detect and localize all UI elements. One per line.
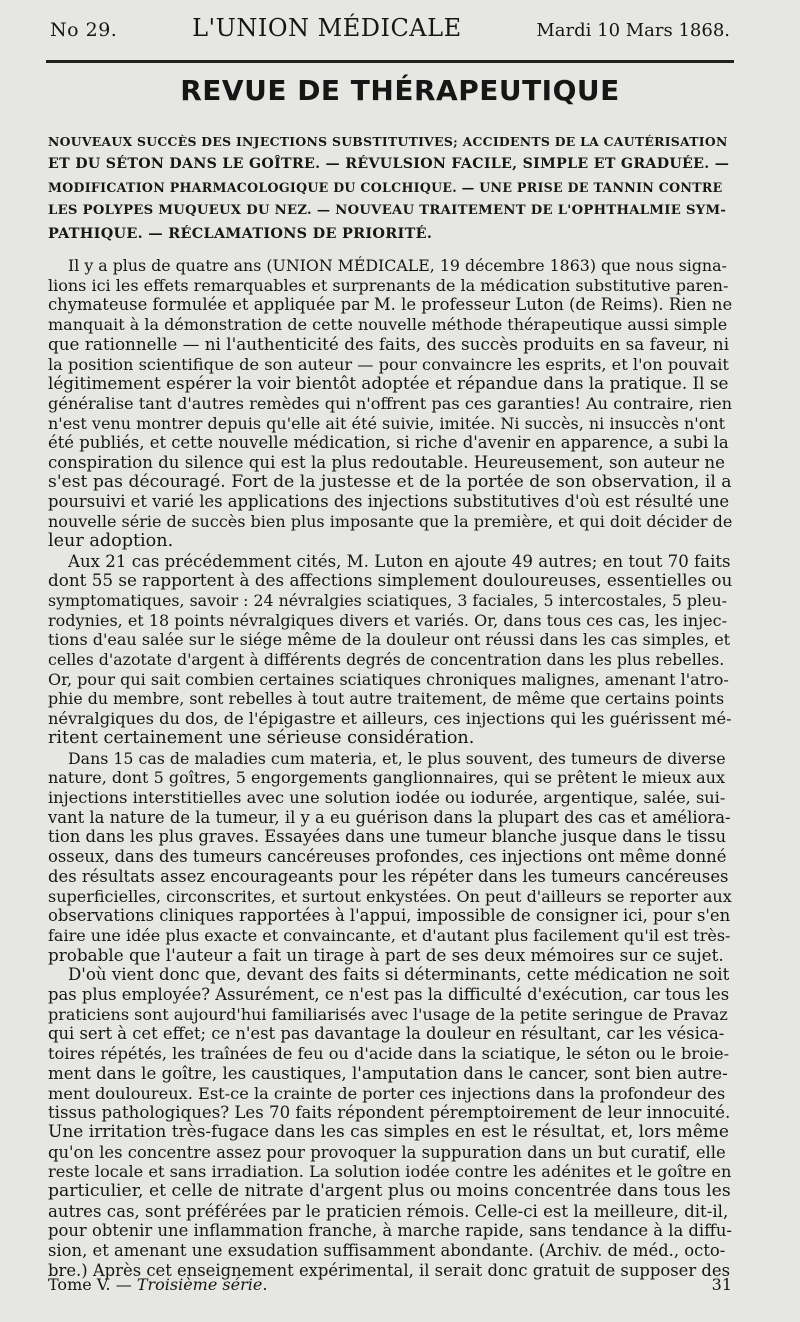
body-line: ment douloureux. Est-ce la crainte de porter ces injections dans la profondeur des	[48, 1083, 726, 1103]
summary-line: LES POLYPES MUQUEUX DU NEZ. — NOUVEAU TRAITEMENT DE L'OPHTHALMIE SYM-	[48, 203, 727, 218]
body-line: vant la nature de la tumeur, il y a eu guérison dans la plupart des cas et améliora-	[48, 807, 731, 827]
body-line: Une irritation très-fugace dans les cas simples en est le résultat, et, lors même	[48, 1121, 729, 1142]
body-line: légitimement espérer la voir bientôt adoptée et répandue dans la pratique. Il se	[48, 373, 729, 394]
footer-series: Troisième série.	[136, 1275, 268, 1294]
body-line: poursuivi et varié les applications des injections substitutives d'où est résulté une	[48, 492, 730, 512]
body-line: généralise tant d'autres remèdes qui n'offrent pas ces garanties! Au contraire, rien	[48, 393, 733, 413]
body-line: été publiés, et cette nouvelle médication, si riche d'avenir en apparence, a subi la	[48, 433, 729, 453]
body-line: observations cliniques rapportées à l'appui, impossible de consigner ici, pour s'en	[48, 906, 731, 926]
body-line: toires répétés, les traînées de feu ou d'acide dans la sciatique, le séton ou le broie-	[48, 1044, 730, 1064]
body-line: superficielles, circonscrites, et surtout enkystées. On peut d'ailleurs se reporter aux	[48, 886, 732, 906]
body-line: névralgiques du dos, de l'épigastre et ailleurs, ces injections qui les guérissent mé-	[48, 709, 732, 729]
summary-line: MODIFICATION PHARMACOLOGIQUE DU COLCHIQUE. — UNE PRISE DE TANNIN CONTRE	[48, 180, 723, 195]
article-body	[48, 256, 732, 1281]
body-line: nature, dont 5 goîtres, 5 engorgements ganglionnaires, qui se prêtent le mieux aux	[48, 768, 725, 788]
page-number: 31	[711, 1275, 732, 1294]
body-line: Dans 15 cas de maladies cum materia, et, le plus souvent, des tumeurs de diverse	[68, 748, 726, 768]
running-head	[50, 14, 730, 52]
body-line: qu'on les concentre assez pour provoquer la suppuration dans un but curatif, elle	[48, 1142, 726, 1162]
body-line: n'est venu montrer depuis qu'elle ait été suivie, imitée. Ni succès, ni insuccès n'ont	[48, 413, 726, 433]
body-line: pas plus employée? Assurément, ce n'est pas la difficulté d'exécution, car tous les	[48, 985, 730, 1005]
summary-line: NOUVEAUX SUCCÈS DES INJECTIONS SUBSTITUTIVES; ACCIDENTS DE LA CAUTÉRISATION	[48, 134, 728, 149]
summary-block	[48, 130, 732, 245]
body-line: nouvelle série de succès bien plus imposante que la première, et qui doit décider de	[48, 512, 733, 532]
body-line: ment dans le goître, les caustiques, l'amputation dans le cancer, sont bien autre-	[48, 1063, 728, 1083]
body-line: Aux 21 cas précédemment cités, M. Luton en ajoute 49 autres; en tout 70 faits	[68, 551, 731, 571]
body-line: rodynies, et 18 points névralgiques divers et variés. Or, dans tous ces cas, les injec-	[48, 610, 728, 630]
body-line: D'où vient donc que, devant des faits si déterminants, cette médication ne soit	[68, 965, 730, 985]
body-line: praticiens sont aujourd'hui familiarisés avec l'usage de la petite seringue de Pravaz	[48, 1004, 728, 1024]
body-line: autres cas, sont préférées par le praticien rémois. Celle-ci est la meilleure, dit-il,	[48, 1201, 729, 1221]
body-line: dont 55 se rapportent à des affections simplement douloureuses, essentielles ou	[48, 570, 733, 591]
body-line: particulier, et celle de nitrate d'argent plus ou moins concentrée dans tous les	[48, 1181, 731, 1202]
body-line: s'est pas découragé. Fort de la justesse et de la portée de son observation, il a	[48, 471, 732, 492]
body-line: injections interstitielles avec une solution iodée ou iodurée, argentique, salée, sui-	[48, 787, 726, 807]
body-line: probable que l'auteur a fait un tirage à part de ses deux mémoires sur ce sujet.	[48, 944, 724, 965]
footer-volume-series	[48, 1275, 267, 1294]
body-line: phie du membre, sont rebelles à tout autre traitement, de même que certains points	[48, 689, 725, 709]
body-line: Il y a plus de quatre ans (UNION MÉDICALE, 19 décembre 1863) que nous signa-	[68, 256, 727, 275]
body-line: des résultats assez encourageants pour les répéter dans les tumeurs cancéreuses	[48, 866, 729, 886]
body-line: sion, et amenant une exsudation suffisamment abondante. (Archiv. de méd., octo-	[48, 1241, 726, 1261]
issue-number: No 29.	[50, 19, 118, 41]
body-line: Or, pour qui sait combien certaines sciatiques chroniques malignes, amenant l'atro-	[48, 669, 729, 689]
body-line: que rationnelle — ni l'authenticité des faits, des succès produits en sa faveur, ni	[48, 333, 730, 354]
body-line: ritent certainement une sérieuse considération.	[48, 727, 475, 748]
body-line: conspiration du silence qui est la plus redoutable. Heureusement, son auteur ne	[48, 453, 725, 473]
body-line: osseux, dans des tumeurs cancéreuses profondes, ces injections ont même donné	[48, 847, 727, 867]
body-line: tion dans les plus graves. Essayées dans une tumeur blanche jusque dans le tissu	[48, 827, 727, 847]
page-footer	[48, 1275, 732, 1294]
body-line: bre.) Après cet enseignement expérimental, il serait donc gratuit de supposer des	[48, 1260, 731, 1280]
body-line: tions d'eau salée sur le siége même de la douleur ont réussi dans les cas simples, et	[48, 630, 731, 650]
body-line: manquait à la démonstration de cette nouvelle méthode thérapeutique aussi simple	[48, 315, 728, 335]
header-rule	[46, 60, 734, 63]
footer-volume: Tome V. —	[48, 1275, 132, 1294]
summary-line: PATHIQUE. — RÉCLAMATIONS DE PRIORITÉ.	[48, 225, 433, 242]
body-line: lions ici les effets remarquables et surprenants de la médication substitutive paren-	[48, 275, 729, 295]
summary-line: ET DU SÉTON DANS LE GOÎTRE. — RÉVULSION FACILE, SIMPLE ET GRADUÉE. —	[48, 156, 730, 172]
body-line: tissus pathologiques? Les 70 faits répondent péremptoirement de leur innocuité.	[48, 1103, 731, 1123]
body-line: chymateuse formulée et appliquée par M. le professeur Luton (de Reims). Rien ne	[48, 295, 733, 315]
body-line: qui sert à cet effet; ce n'est pas davantage la douleur en résultant, car les vésica-	[48, 1024, 725, 1044]
body-line: reste locale et sans irradiation. La solution iodée contre les adénites et le goître en	[48, 1162, 732, 1182]
body-line: faire une idée plus exacte et convaincante, et d'autant plus facilement qu'il est très-	[48, 925, 731, 945]
journal-title: L'UNION MÉDICALE	[192, 14, 462, 42]
body-line: pour obtenir une inflammation franche, à marche rapide, sans tendance à la diffu-	[48, 1221, 732, 1241]
body-line: celles d'azotate d'argent à différents degrés de concentration dans les plus rebelles.	[48, 650, 725, 670]
section-title: REVUE DE THÉRAPEUTIQUE	[180, 74, 620, 107]
body-line: symptomatiques, savoir : 24 névralgies sciatiques, 3 faciales, 5 intercostales, 5 pleu-	[48, 590, 727, 610]
body-line: la position scientifique de son auteur — pour convaincre les esprits, et l'on pouvait	[48, 354, 729, 374]
issue-date: Mardi 10 Mars 1868.	[536, 20, 730, 41]
body-line: leur adoption.	[48, 530, 174, 551]
